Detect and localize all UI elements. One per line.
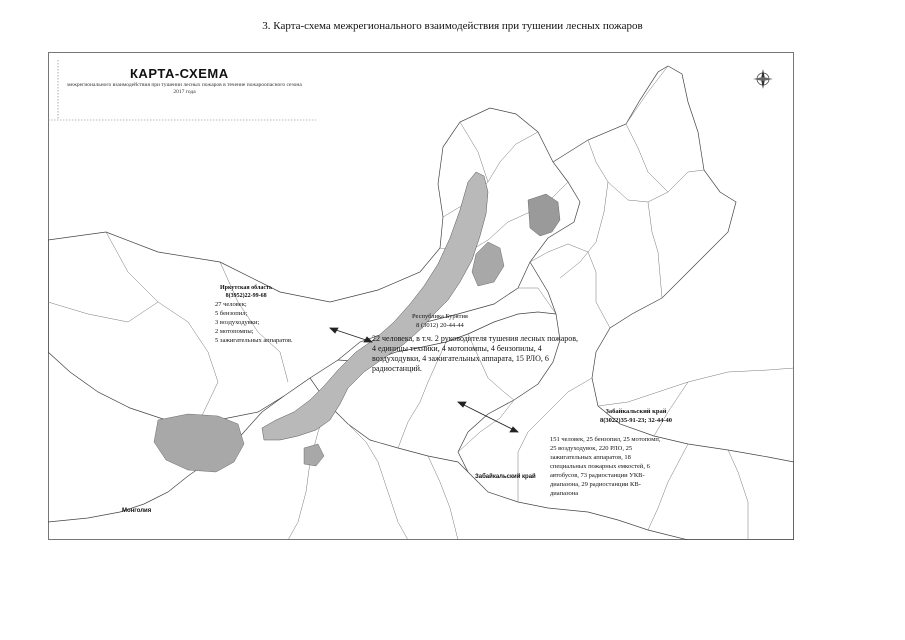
fire-area-small xyxy=(304,444,324,466)
zabaikalsky-heading xyxy=(600,407,672,425)
map-canvas xyxy=(48,52,794,540)
buryatia-phone: 8 (3012) 20-44-44 xyxy=(416,322,464,329)
irkutsk-phone: 8(3952)22-99-68 xyxy=(225,293,267,299)
map xyxy=(48,52,794,540)
buryatia-name: Республика Бурятия xyxy=(412,313,468,320)
fire-area-north xyxy=(528,194,560,236)
irkutsk-name: Иркутская область xyxy=(220,285,273,291)
buryatia-heading xyxy=(412,312,468,330)
irkutsk-resource: 5 зажигательных аппаратов. xyxy=(215,337,293,344)
compass-rose-icon xyxy=(752,68,774,90)
irkutsk-resource: 5 бензопил; xyxy=(215,310,248,317)
buryatia-resources: 22 человека, в т.ч. 2 руководителя тушения лесных пожаров, 4 единицы техники, 4 мотопомпы, 4 бензопилы, 4 воздуходувки, 4 зажигательных аппарата, 15 РЛО, 6 радиостанций. xyxy=(372,334,579,373)
fire-area-south xyxy=(154,414,244,472)
irkutsk-resource: 27 человек; xyxy=(215,301,247,308)
zabaikalsky-name: Забайкальский край xyxy=(605,408,667,415)
irkutsk-resources xyxy=(215,300,293,345)
fire-area-central xyxy=(472,242,504,286)
legend-title: КАРТА-СХЕМА xyxy=(130,66,229,81)
map-label-mongolia: Монголия xyxy=(122,508,152,514)
legend-subtitle: межрегионального взаимодействия при тушении лесных пожаров в течение пожароопасного сезона 2017 года xyxy=(67,82,302,95)
zabaikalsky-phone: 8(3022)35-91-23; 32-44-40 xyxy=(600,417,673,424)
map-label-zabaikalsky: Забайкальский край xyxy=(475,474,536,480)
zabaikalsky-resources: 151 человек, 25 бензопил, 25 мотопомп, 25 воздуходувок, 220 РЛО, 25 зажигательных аппаратов, 18 специальных пожарных емкостей, 6 автобусов, 73 радиостанции УКВ-диапазона, 29 радиостанции КВ-диапазона xyxy=(550,436,661,497)
irkutsk-resource: 3 воздуходувки; xyxy=(215,319,260,326)
baikal-lake xyxy=(262,172,488,440)
irkutsk-heading xyxy=(220,284,272,300)
irkutsk-resource: 2 мотопомпы; xyxy=(215,328,254,335)
document-title: 3. Карта-схема межрегионального взаимодействия при тушении лесных пожаров xyxy=(262,20,643,32)
